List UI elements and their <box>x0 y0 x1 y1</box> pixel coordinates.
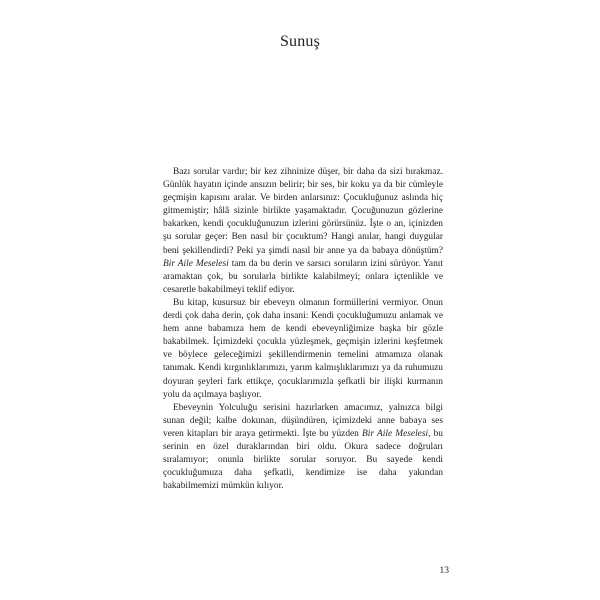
paragraph-1-text-2: tam da bu derin ve sarsıcı soruların izini sürüyor. Yanıt aramaktan çok, bu sorularla birlikte kalabilmeyi; onlara içtenlikle ve cesaretle bakabilmeyi teklif ediyor. <box>163 258 443 295</box>
paragraph-1-text-1: Bazı sorular vardır; bir kez zihninize düşer, bir daha da sizi bırakmaz. Günlük hayatın içinde ansızın belirir; bir ses, bir koku ya da bir cümleyle geçmişin kapısını aralar. Ve birden anlarsınız: Çocukluğunuz aslında hiç gitmemiştir; hâlâ sizinle birlikte yaşamaktadır. Çocuğunuzun gözlerine bakarken, kendi çocukluğunuzun izlerini görürsünüz. İşte o an, içinizden şu sorular geçer: Ben nasıl bir çocuktum? Hangi anılar, hangi duygular beni şekillendirdi? Peki ya şimdi nasıl bir anne ya da babaya dönüştüm? <box>163 167 443 256</box>
page-title: Sunuş <box>279 33 321 50</box>
paragraph-3-text-1: Ebeveynin Yolculuğu serisini hazırlarken amacımız, yalnızca bilgi sunan değil; kalbe dokunan, düşündüren, içimizdeki anne babaya ses veren kitapları bir araya getirmekti. İşte bu yüzden <box>163 402 443 439</box>
book-title-italic-2: Bir Aile Meselesi <box>362 428 429 439</box>
book-title-italic: Bir Aile Meselesi <box>163 258 229 269</box>
page-number: 13 <box>439 566 449 576</box>
paragraph-2-text-1: Bu kitap, kusursuz bir ebeveyn olmanın formüllerini vermiyor. Onun derdi çok daha derin, çok daha insani: Kendi çocukluğumuzu anlamak ve hem anne babamıza hem de kendi ebeveynliğimize başka bir gözle bakabilmek. İçimizdeki çocukla yüzleşmek, geçmişin izlerini keşfetmek ve böylece geleceğimizi şekillendirmenin temelini atmamıza olanak tanımak. Kendi kırgınlıklarımızı, yarım kalmışlıklarımızı ya da ruhumuzu doyuran şeyleri fark ettikçe, çocuklarımızla şefkatli bir ilişki kurmanın yolu da açılmaya başlıyor. <box>163 297 443 400</box>
paragraph-3 <box>163 402 443 494</box>
body-text <box>163 166 443 493</box>
paragraph-2 <box>163 297 443 402</box>
paragraph-1 <box>163 166 443 297</box>
paragraph-3-text-2: , bu serinin en özel duraklarından biri oldu. Okura sadece doğruları sıralamıyor; onunla birlikte sorular soruyor. Bu sayede kendi çocukluğumuza daha şefkatli, kendimize ise daha yakından bakabilmemizi mümkün kılıyor. <box>163 428 443 492</box>
